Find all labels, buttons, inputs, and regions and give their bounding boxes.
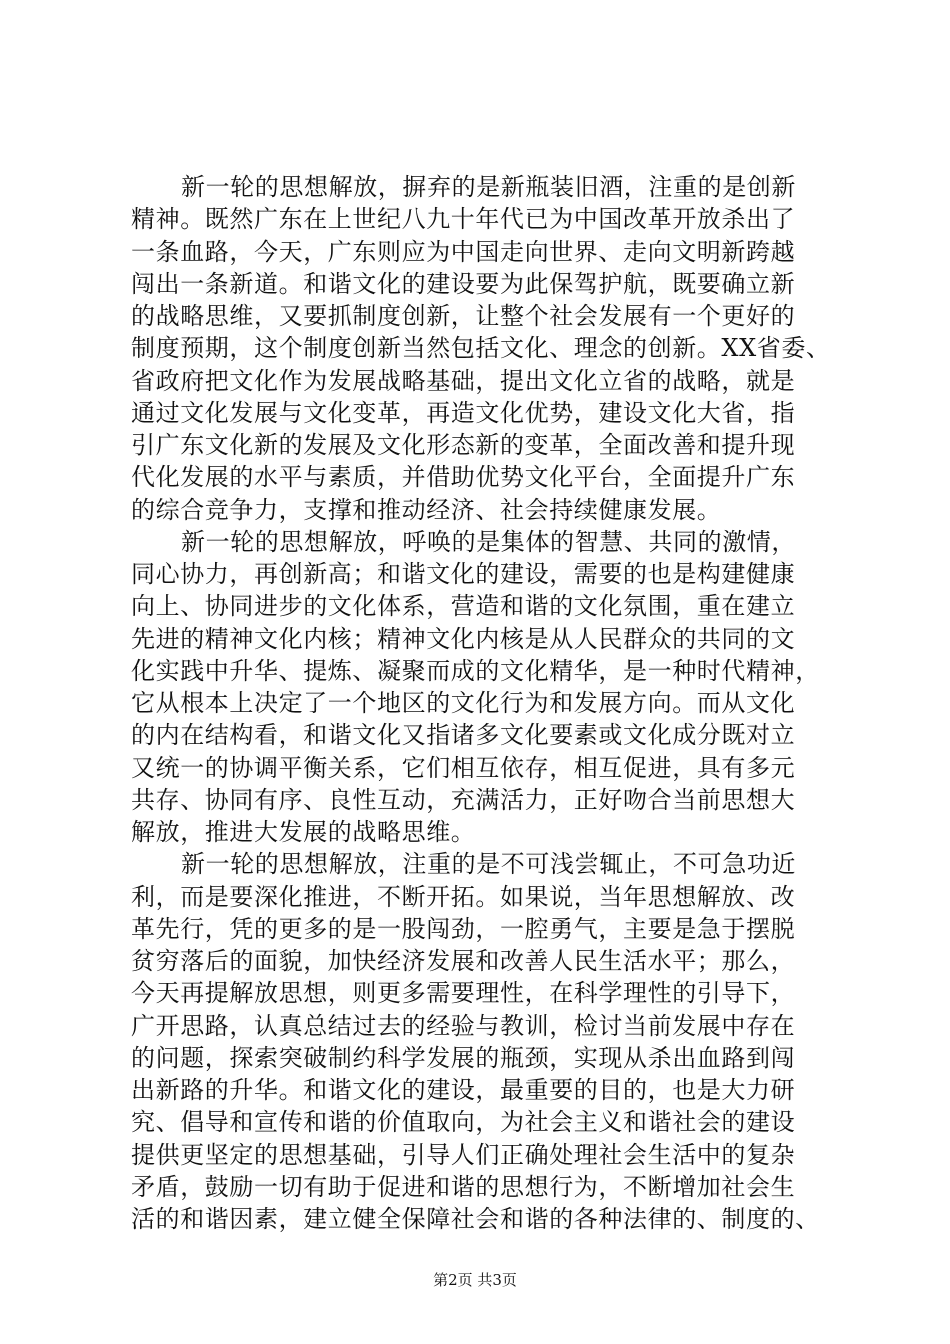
paragraph-1-line-3: 一条血路，今天，广东则应为中国走向世界、走向文明新跨越 [131, 237, 796, 266]
paragraph-2-line-8: 又统一的协调平衡关系，它们相互依存，相互促进，具有多元 [131, 753, 796, 782]
paragraph-3-line-1: 新一轮的思想解放，注重的是不可浅尝辄止，不可急功近 [181, 850, 796, 879]
paragraph-3-line-9: 究、倡导和宣传和谐的价值取向，为社会主义和谐社会的建设 [131, 1108, 796, 1137]
paragraph-2-line-4: 先进的精神文化内核；精神文化内核是从人民群众的共同的文 [131, 624, 796, 653]
paragraph-1-line-1: 新一轮的思想解放，摒弃的是新瓶装旧酒，注重的是创新 [181, 173, 796, 201]
paragraph-3-line-7: 的问题，探索突破制约科学发展的瓶颈，实现从杀出血路到闯 [131, 1043, 796, 1072]
paragraph-3-line-12: 活的和谐因素，建立健全保障社会和谐的各种法律的、制度的、 [131, 1205, 820, 1233]
paragraph-3-line-11: 矛盾，鼓励一切有助于促进和谐的思想行为，不断增加社会生 [131, 1172, 796, 1201]
paragraph-1-line-4: 闯出一条新道。和谐文化的建设要为此保驾护航，既要确立新 [131, 269, 796, 298]
paragraph-2-line-9: 共存、协同有序、良性互动，充满活力，正好吻合当前思想大 [131, 785, 796, 814]
paragraph-2-line-6: 它从根本上决定了一个地区的文化行为和发展方向。而从文化 [131, 689, 796, 717]
paragraph-1-line-10: 代化发展的水平与素质，并借助优势文化平台，全面提升广东 [131, 463, 796, 492]
paragraph-2-line-5: 化实践中升华、提炼、凝聚而成的文化精华，是一种时代精神， [131, 656, 820, 685]
paragraph-2-line-7: 的内在结构看，和谐文化又指诸多文化要素或文化成分既对立 [131, 721, 796, 750]
paragraph-3-line-8: 出新路的升华。和谐文化的建设，最重要的目的，也是大力研 [131, 1076, 796, 1104]
page-footer [0, 1270, 950, 1290]
paragraph-3-line-4: 贫穷落后的面貌，加快经济发展和改善人民生活水平；那么， [131, 947, 796, 975]
paragraph-3-line-6: 广开思路，认真总结过去的经验与教训，检讨当前发展中存在 [131, 1011, 796, 1040]
paragraph-3-line-5: 今天再提解放思想，则更多需要理性，在科学理性的引导下， [131, 979, 796, 1008]
paragraph-2-line-3: 向上、协同进步的文化体系，营造和谐的文化氛围，重在建立 [131, 592, 796, 621]
page-indicator: 第2页 共3页 [433, 1271, 517, 1289]
paragraph-3-line-3: 革先行，凭的更多的是一股闯劲，一腔勇气，主要是急于摆脱 [131, 914, 796, 943]
paragraph-1-line-11: 的综合竞争力，支撑和推动经济、社会持续健康发展。 [131, 495, 722, 524]
paragraph-1-line-5: 的战略思维，又要抓制度创新，让整个社会发展有一个更好的 [131, 302, 796, 330]
paragraph-1-line-2: 精神。既然广东在上世纪八九十年代已为中国改革开放杀出了 [131, 205, 796, 234]
paragraph-2-line-2: 同心协力，再创新高；和谐文化的建设，需要的也是构建健康 [131, 560, 796, 588]
paragraph-2-line-10: 解放，推进大发展的战略思维。 [131, 818, 476, 846]
paragraph-1-line-8: 通过文化发展与文化变革，再造文化优势，建设文化大省，指 [131, 398, 796, 427]
paragraph-2-line-1: 新一轮的思想解放，呼唤的是集体的智慧、共同的激情， [181, 527, 796, 556]
paragraph-1-line-9: 引广东文化新的发展及文化形态新的变革，全面改善和提升现 [131, 431, 796, 459]
paragraph-1-line-6: 制度预期，这个制度创新当然包括文化、理念的创新。XX省委、 [131, 334, 831, 363]
document-body [131, 171, 831, 1235]
paragraph-3-line-10: 提供更坚定的思想基础，引导人们正确处理社会生活中的复杂 [131, 1140, 796, 1169]
paragraph-1-line-7: 省政府把文化作为发展战略基础，提出文化立省的战略，就是 [131, 366, 796, 395]
paragraph-3-line-2: 利，而是要深化推进，不断开拓。如果说，当年思想解放、改 [131, 882, 796, 911]
